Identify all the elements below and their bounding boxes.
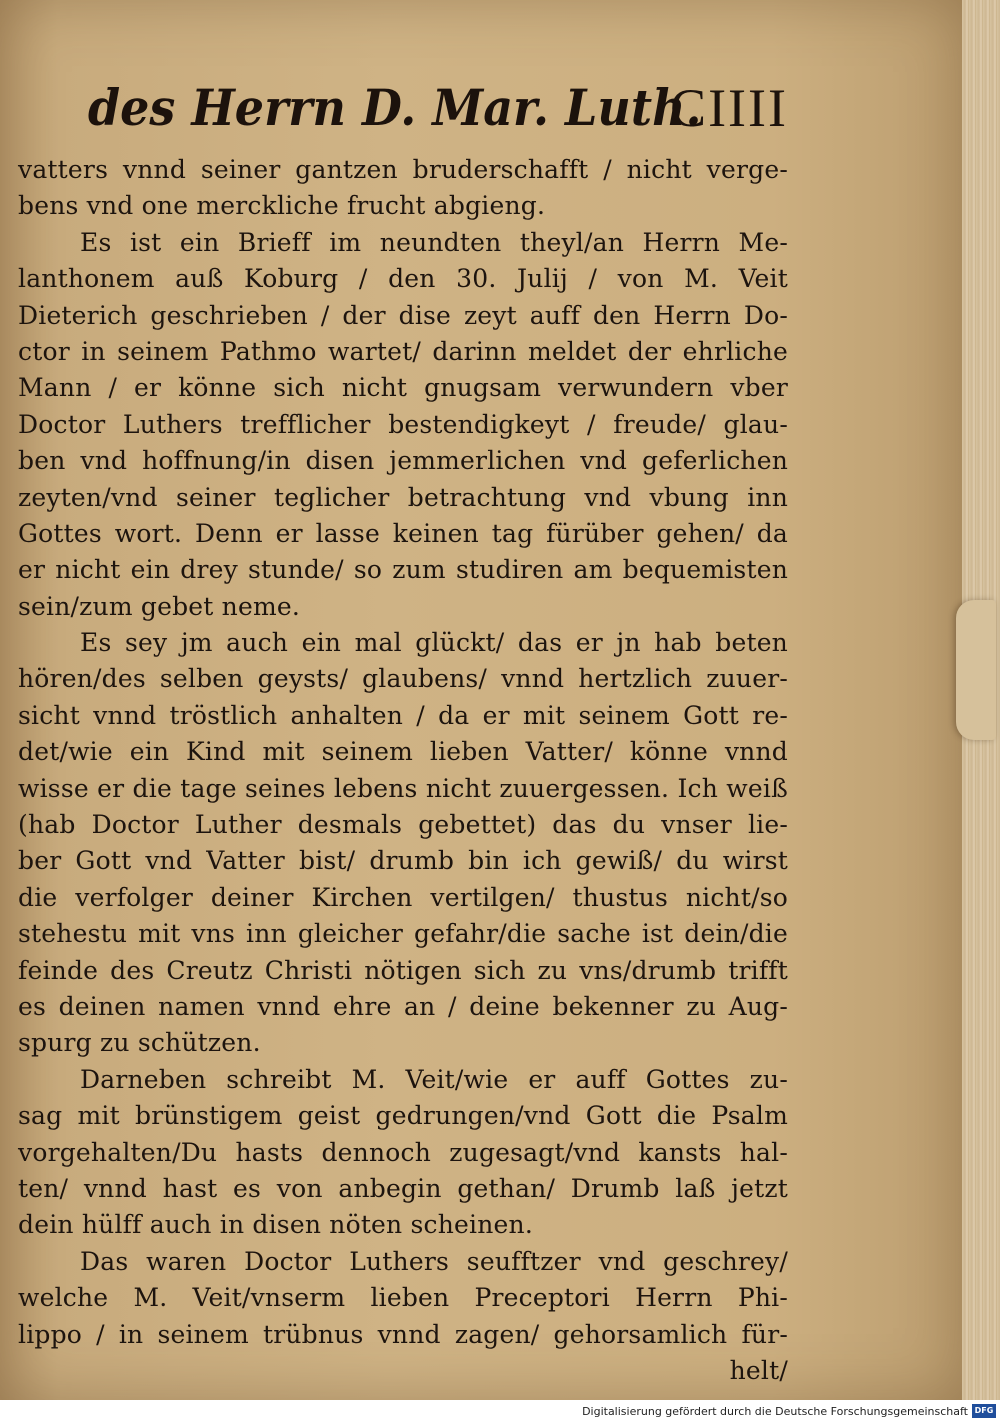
text-line: (hab Doctor Luther desmals gebettet) das du vnser lie- [18, 810, 788, 840]
text-line: Das waren Doctor Luthers seufftzer vnd geschrey/ [80, 1246, 788, 1276]
text-line: dein hülff auch in disen nöten scheinen. [18, 1210, 533, 1240]
text-line: sag mit brünstigem geist gedrungen/vnd Gott die Psalm [18, 1101, 788, 1131]
text-line: vorgehalten/Du hasts dennoch zugesagt/vnd kansts hal- [18, 1137, 788, 1167]
text-line: wisse er die tage seines lebens nicht zuuergessen. Ich weiß [18, 773, 788, 803]
text-line: die verfolger deiner Kirchen vertilgen/ thustus nicht/so [18, 882, 788, 912]
text-line: Dieterich geschrieben / der dise zeyt auff den Herrn Do- [18, 300, 788, 330]
text-line: feinde des Creutz Christi nötigen sich zu vns/drumb trifft [18, 955, 788, 985]
dfg-logo-icon: DFG [972, 1404, 996, 1418]
text-line: er nicht ein drey stunde/ so zum studiren am bequemisten [18, 555, 788, 585]
catchword: helt/ [729, 1355, 788, 1385]
text-line: Es ist ein Brieff im neundten theyl/an Herrn Me- [80, 227, 788, 257]
text-line: stehestu mit vns inn gleicher gefahr/die sache ist dein/die [18, 919, 788, 949]
text-line: Es sey jm auch ein mal glückt/ das er jn hab beten [80, 628, 788, 658]
text-line: lippo / in seinem trübnus vnnd zagen/ gehorsamlich für- [18, 1319, 788, 1349]
text-line: zeyten/vnd seiner teglicher betrachtung vnd vbung inn [18, 482, 788, 512]
body-text [18, 152, 788, 1389]
text-line: lanthonem auß Koburg / den 30. Julij / von M. Veit [18, 264, 788, 294]
book-clasp-strap [956, 600, 996, 740]
text-line: Darneben schreibt M. Veit/wie er auff Gottes zu- [80, 1064, 788, 1094]
text-line: vatters vnnd seiner gantzen bruderschafft / nicht verge- [18, 155, 788, 184]
text-line: sein/zum gebet neme. [18, 591, 301, 621]
text-line: Doctor Luthers trefflicher bestendigkeyt / freude/ glau- [18, 409, 788, 439]
folio-number: CIIII [670, 78, 788, 138]
text-line: bens vnd one merckliche frucht abgieng. [18, 191, 546, 221]
text-line: welche M. Veit/vnserm lieben Preceptori Herrn Phi- [18, 1283, 788, 1313]
digitization-footer [0, 1400, 1000, 1424]
funding-credit: Digitalisierung gefördert durch die Deutsche Forschungsgemeinschaft [582, 1405, 968, 1418]
text-line: es deinen namen vnnd ehre an / deine bekenner zu Aug- [18, 991, 788, 1021]
page-edges [962, 0, 1000, 1400]
running-title: des Herrn D. Mar. Luth. [88, 78, 702, 137]
text-line: ten/ vnnd hast es von anbegin gethan/ Drumb laß jetzt [18, 1173, 788, 1203]
text-line: Gottes wort. Denn er lasse keinen tag fürüber gehen/ da [18, 518, 788, 548]
text-line: sicht vnnd tröstlich anhalten / da er mit seinem Gott re- [18, 700, 788, 730]
text-line: ctor in seinem Pathmo wartet/ darinn meldet der ehrliche [18, 336, 788, 366]
text-line: Mann / er könne sich nicht gnugsam verwundern vber [18, 373, 788, 403]
text-line: spurg zu schützen. [18, 1028, 261, 1058]
text-line: det/wie ein Kind mit seinem lieben Vatter/ könne vnnd [18, 737, 788, 767]
page-header [88, 78, 788, 148]
text-line: ben vnd hoffnung/in disen jemmerlichen vnd geferlichen [18, 446, 788, 476]
text-line: ber Gott vnd Vatter bist/ drumb bin ich gewiß/ du wirst [18, 846, 788, 876]
text-line: hören/des selben geysts/ glaubens/ vnnd hertzlich zuuer- [18, 664, 788, 694]
